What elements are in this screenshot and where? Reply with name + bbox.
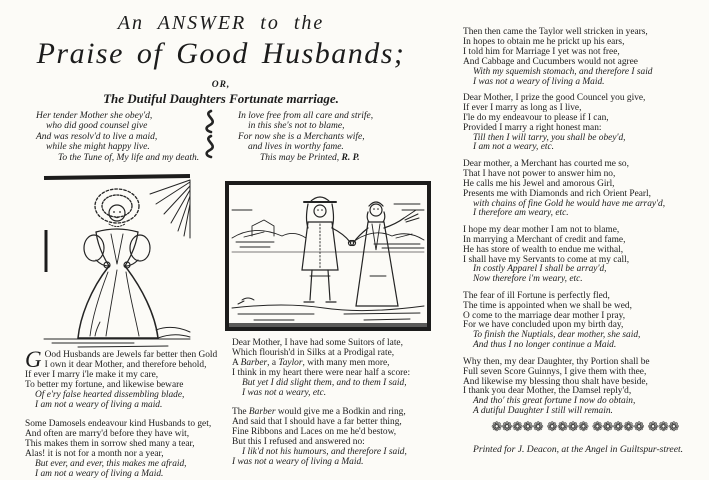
title-line-1: An ANSWER to the bbox=[117, 12, 325, 34]
stanza bbox=[463, 226, 707, 285]
subtitle: The Dutiful Daughters Fortunate marriage. bbox=[103, 91, 339, 106]
imprint-line: Printed for J. Deacon, at the Angel in Guiltspur-street. bbox=[472, 444, 684, 455]
verse-line: In costly Apparel I shall be array'd, bbox=[473, 264, 607, 275]
verse-column-right bbox=[463, 28, 707, 424]
verse-line: Dear Mother, I have had some Suitors of late, bbox=[232, 338, 403, 348]
verse-line: The Barber would give me a Bodkin and ring, bbox=[232, 407, 406, 417]
verse-line: Some Damosels endeavour kind Husbands to get, bbox=[25, 419, 212, 429]
verse-line: In love free from all care and strife, bbox=[238, 111, 374, 121]
title-block bbox=[0, 12, 442, 107]
verse-line: I therefore am weary, etc. bbox=[473, 208, 569, 219]
verse-line: I am not a weary of living a maid. bbox=[35, 400, 163, 410]
verse-line: In hopes to obtain me he prickt up his ears, bbox=[463, 36, 625, 47]
fleuron-ornament-row: ❁❁❁❁❁ ❁❁❁❁ ❁❁❁❁❁ ❁❁❁ bbox=[491, 420, 679, 435]
verse-line: I told him for Marriage I yet was not free, bbox=[463, 46, 620, 57]
verse-line: with chains of fine Gold he would have me array'd, bbox=[473, 198, 666, 209]
verse-line: And Cabbage and Cucumbers would not agree bbox=[463, 56, 638, 67]
verse-line: I think in my heart there were near half a score: bbox=[232, 368, 411, 378]
verse-line: And said that I should have a far better thing, bbox=[232, 417, 402, 427]
verse-line: Fine Ribbons and Laces on me he'd bestow, bbox=[232, 427, 397, 437]
verse-line: He calls me his Jewel and amorous Girl, bbox=[463, 178, 615, 189]
verse-line: And was resolv'd to live a maid, bbox=[36, 131, 158, 142]
verse-line: In marrying a Merchant of credit and fame, bbox=[463, 234, 626, 245]
verse-line: in this she's not to blame, bbox=[248, 121, 345, 132]
verse-line: I was not a weary of living a Maid. bbox=[473, 76, 605, 87]
verse-line: The time is appointed when we shall be wed, bbox=[463, 300, 632, 311]
epigraph-right bbox=[238, 111, 428, 163]
verse-line: I was not a weary of living a Maid. bbox=[232, 457, 364, 467]
verse-line: Why then, my dear Daughter, thy Portion shall be bbox=[463, 356, 650, 367]
verse-line: Alas! it is not for a month nor a year, bbox=[25, 449, 164, 459]
verse-line: I'le do my endeavour to please if I can, bbox=[463, 112, 609, 123]
verse-line: But yet I did slight them, and to them I said, bbox=[242, 378, 407, 388]
woodcut-couple-icon bbox=[224, 180, 432, 332]
verse-line: Then then came the Taylor well stricken in years, bbox=[463, 27, 648, 37]
verse-line: Presents me with Diamonds and rich Orient Pearl, bbox=[463, 188, 651, 199]
verse-line: Which flourish'd in Silks at a Prodigal rate, bbox=[232, 348, 395, 358]
verse-line: For now she is a Merchants wife, bbox=[238, 131, 365, 142]
verse-line: Dear Mother, I prize the good Councel you give, bbox=[463, 92, 646, 103]
verse-line: That I have not power to answer him no, bbox=[463, 168, 616, 179]
verse-line: Till then I will tarry, you shall be obey'd, bbox=[473, 132, 626, 143]
verse-line: I shall have my Servants to come at my call, bbox=[463, 254, 630, 265]
verse-line: If ever I marry i'le make it my care, bbox=[25, 370, 159, 380]
epigraph-left bbox=[36, 111, 200, 163]
verse-line: while she might happy live. bbox=[46, 142, 150, 153]
verse-line: who did good counsel give bbox=[46, 121, 148, 132]
verse-line: This may be Printed, R. P. bbox=[260, 152, 360, 163]
stanza bbox=[25, 347, 231, 410]
verse-line: And likewise my blessing thou shalt have beside, bbox=[463, 376, 648, 387]
verse-line: Dear mother, a Merchant has courted me so, bbox=[463, 158, 629, 169]
title-or: OR, bbox=[211, 80, 231, 90]
verse-line: To finish the Nuptials, dear mother, she said, bbox=[473, 330, 641, 341]
verse-line: To better my fortune, and likewise beware bbox=[25, 380, 184, 390]
stanza bbox=[232, 338, 438, 398]
stanza bbox=[25, 419, 231, 479]
verse-line: Provided I marry a right honest man: bbox=[463, 122, 602, 133]
verse-line: I am not a weary, etc. bbox=[473, 142, 554, 153]
verse-line: And thus I no longer continue a Maid. bbox=[473, 340, 617, 351]
stanza bbox=[463, 358, 707, 417]
verse-column-middle bbox=[232, 338, 438, 476]
verse-line: And often are marry'd before they have wit, bbox=[25, 429, 190, 439]
stanza bbox=[463, 94, 707, 153]
verse-line: The fear of ill Fortune is perfectly fled, bbox=[463, 290, 610, 301]
verse-line: I lik'd not his humours, and therefore I said, bbox=[242, 447, 407, 457]
verse-line: For we have concluded upon my birth day, bbox=[463, 320, 624, 331]
verse-line: I am not a weary of living a Maid. bbox=[35, 469, 164, 479]
stanza bbox=[463, 292, 707, 351]
page-title: Praise of Good Husbands; bbox=[36, 37, 406, 70]
verse-line: Full seven Score Guinnys, I give them with thee, bbox=[463, 366, 647, 377]
verse-line: I own it dear Mother, and therefore behold, bbox=[44, 360, 207, 370]
verse-line: Of e'ry false hearted dissembling blade, bbox=[35, 390, 185, 400]
verse-line: But ever, and ever, this makes me afraid, bbox=[35, 459, 187, 469]
verse-line: and lives in worthy fame. bbox=[248, 142, 344, 153]
verse-line: Ood Husbands are Jewels far better then Gold bbox=[44, 350, 218, 360]
drop-cap: G bbox=[25, 347, 42, 372]
verse-line: A Barber, a Taylor, with many men more, bbox=[232, 358, 390, 368]
verse-line: Now therefore i'm weary, etc. bbox=[473, 274, 583, 285]
stanza bbox=[463, 28, 707, 87]
verse-line: He has store of wealth to endue me withal, bbox=[463, 244, 624, 255]
verse-line: If ever I marry as long as I live, bbox=[463, 102, 582, 113]
verse-line: I thank you dear Mother, the Damsel reply'd, bbox=[463, 386, 632, 397]
verse-line: O come to the marriage dear mother I pray, bbox=[463, 310, 626, 321]
verse-line: This makes them in sorrow shed many a tear, bbox=[25, 439, 195, 449]
verse-line: A dutiful Daughter I still will remain. bbox=[473, 406, 613, 417]
double-s-brace-icon bbox=[198, 108, 220, 160]
woodcut-maiden-icon bbox=[38, 172, 196, 348]
stanza bbox=[232, 407, 438, 467]
verse-line: But this I refused and answered no: bbox=[232, 437, 365, 447]
verse-line: Her tender Mother she obey'd, bbox=[36, 111, 153, 121]
verse-line: I hope my dear mother I am not to blame, bbox=[463, 224, 620, 235]
verse-line: With my squemish stomach, and therefore I said bbox=[473, 66, 653, 77]
verse-line: To the Tune of, My life and my death. bbox=[58, 152, 200, 163]
stanza bbox=[463, 160, 707, 219]
verse-line: I was not a weary, etc. bbox=[242, 388, 327, 398]
verse-column-left bbox=[25, 347, 231, 480]
verse-line: And tho' this great fortune I now do obtain, bbox=[473, 396, 636, 407]
